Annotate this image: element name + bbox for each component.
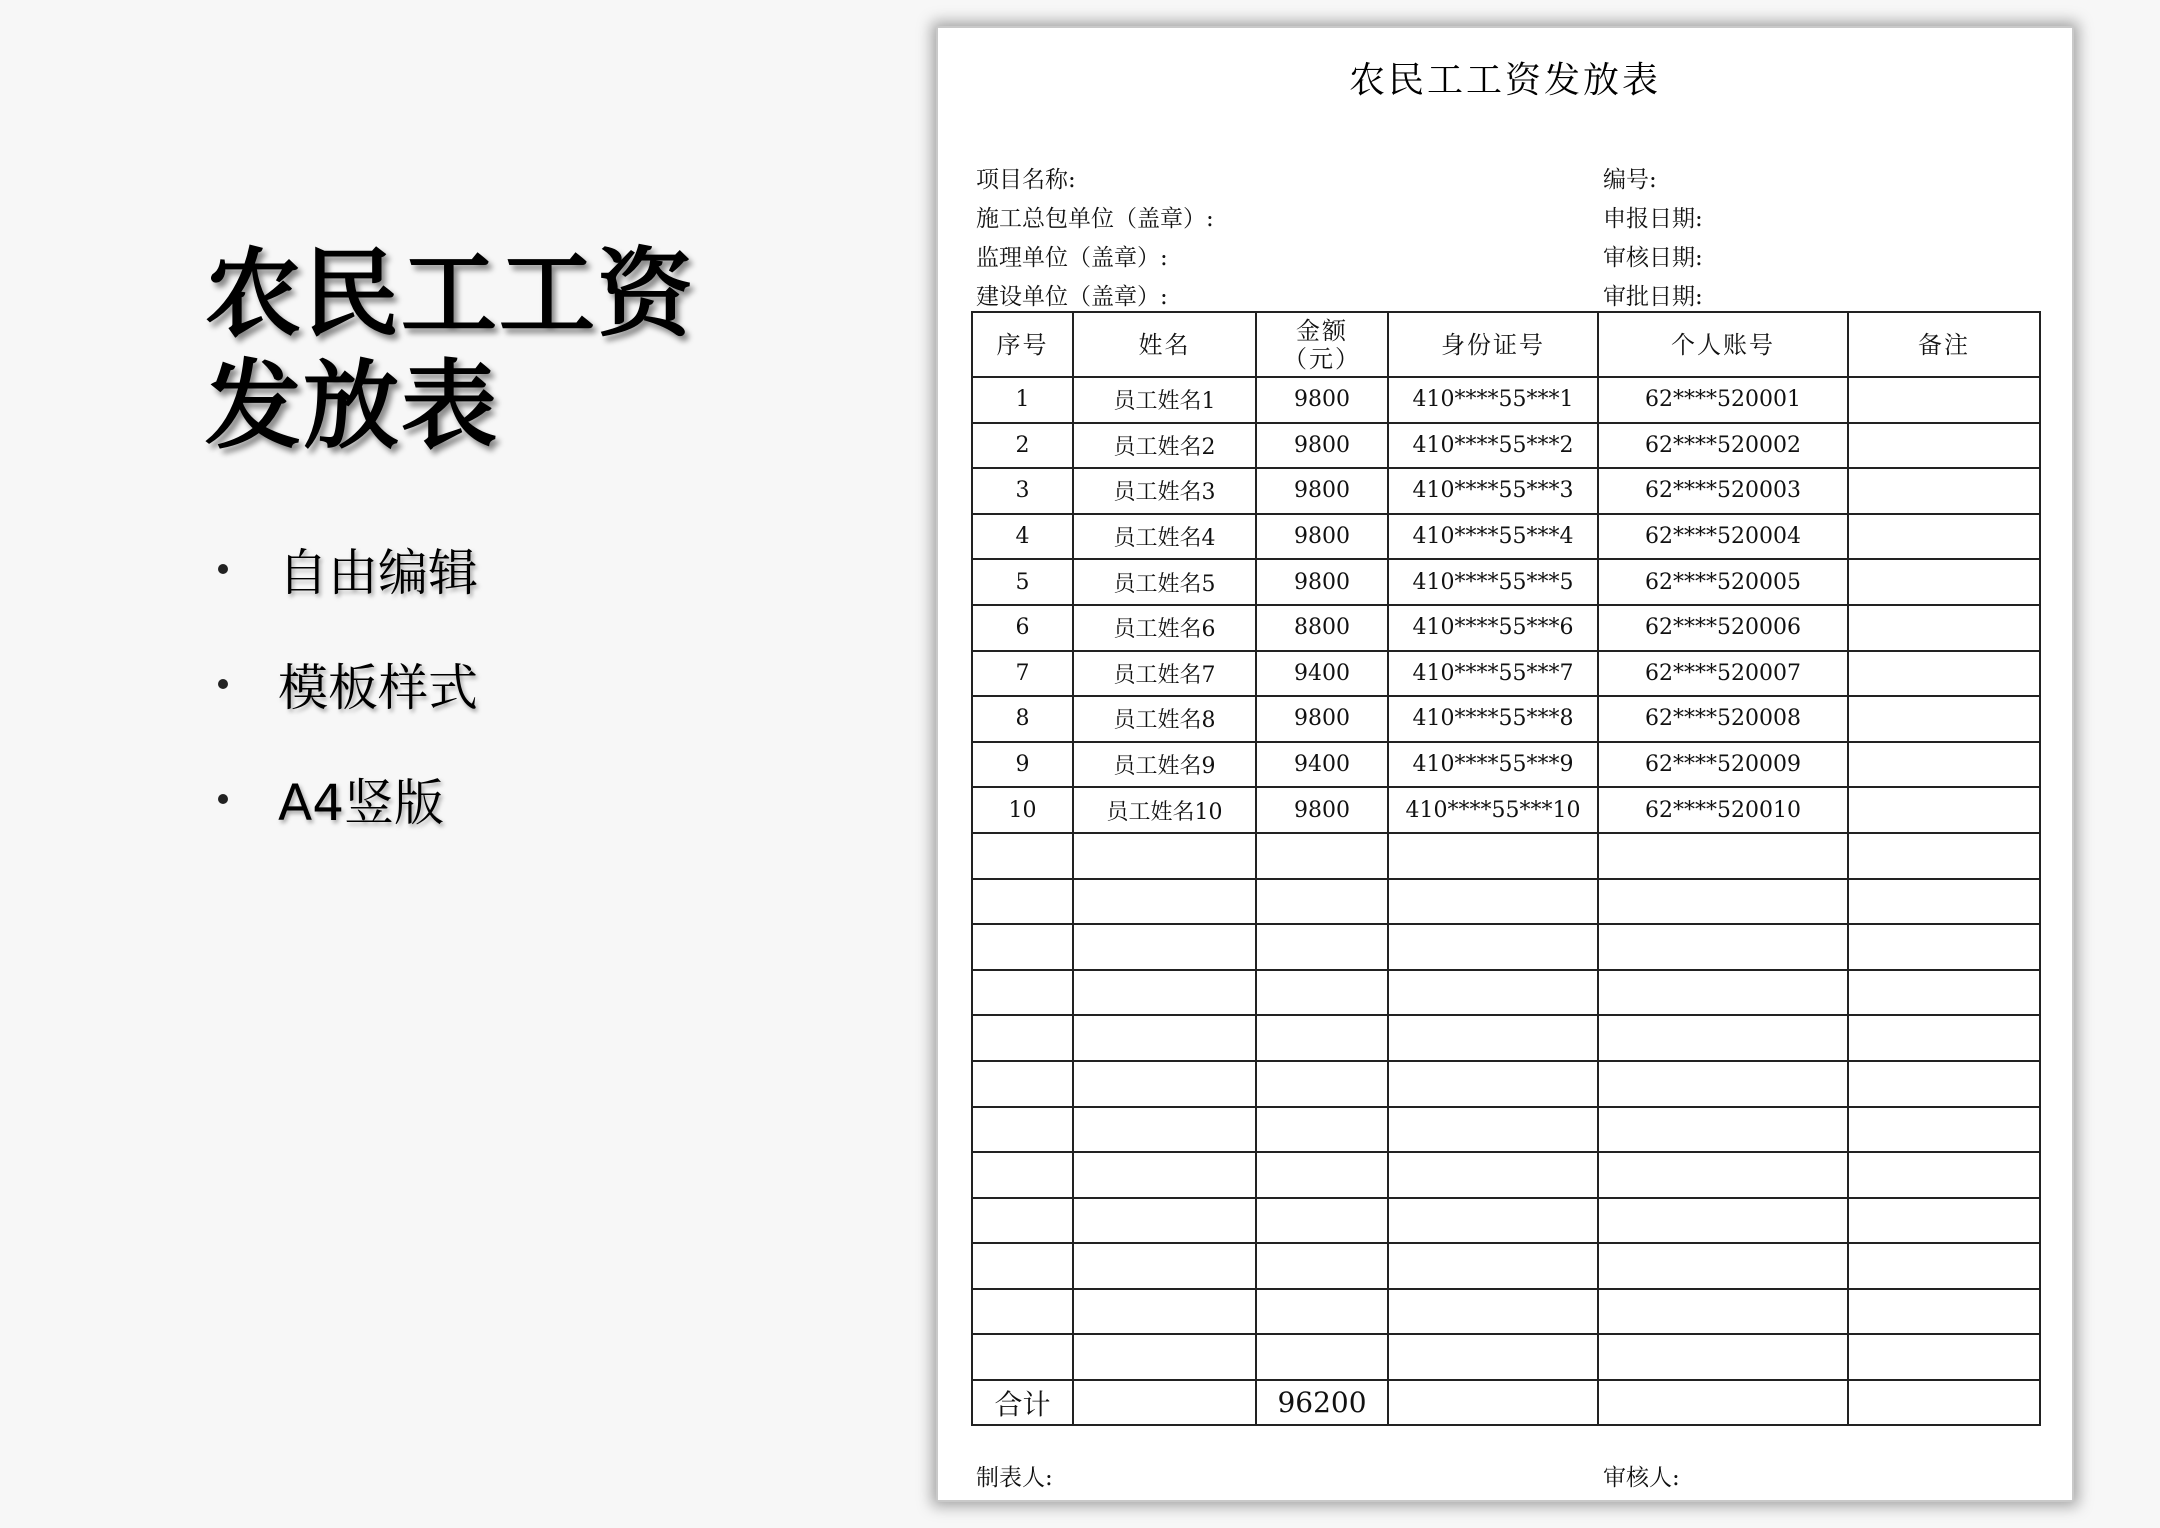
cell-name: 员工姓名9 — [1073, 742, 1256, 788]
cell-amount: 8800 — [1256, 605, 1388, 651]
feature-item — [218, 540, 478, 602]
empty-cell — [1388, 879, 1598, 925]
empty-row — [972, 1334, 2040, 1380]
cell-seq: 3 — [972, 468, 1073, 514]
cell-name: 员工姓名4 — [1073, 514, 1256, 560]
cell-name: 员工姓名10 — [1073, 787, 1256, 833]
cell-seq: 4 — [972, 514, 1073, 560]
cell-seq: 10 — [972, 787, 1073, 833]
empty-cell — [1388, 1107, 1598, 1153]
footer-preparer: 制表人: — [976, 1465, 1053, 1491]
cell-id-card: 410****55***4 — [1388, 514, 1598, 560]
empty-cell — [1073, 1015, 1256, 1061]
empty-cell — [1388, 1061, 1598, 1107]
empty-cell — [1256, 833, 1388, 879]
empty-row — [972, 1289, 2040, 1335]
empty-cell — [1848, 1198, 2040, 1244]
empty-row — [972, 879, 2040, 925]
empty-row — [972, 1015, 2040, 1061]
cell-id-card: 410****55***5 — [1388, 559, 1598, 605]
empty-cell — [1848, 1061, 2040, 1107]
cell-name: 员工姓名3 — [1073, 468, 1256, 514]
cell-account: 62****520005 — [1598, 559, 1848, 605]
header-remark: 备注 — [1848, 312, 2040, 377]
cell-name: 员工姓名7 — [1073, 651, 1256, 697]
meta-project-name: 项目名称: — [976, 167, 1076, 193]
empty-cell — [1598, 924, 1848, 970]
table-row — [972, 559, 2040, 605]
total-label: 合计 — [972, 1380, 1073, 1425]
empty-cell — [972, 1243, 1073, 1289]
empty-cell — [1256, 1015, 1388, 1061]
cell-amount: 9400 — [1256, 651, 1388, 697]
empty-cell — [972, 833, 1073, 879]
cell-id-card: 410****55***8 — [1388, 696, 1598, 742]
empty-cell — [972, 924, 1073, 970]
total-cell — [1848, 1380, 2040, 1425]
bullet-icon — [218, 679, 228, 689]
total-amount: 96200 — [1256, 1380, 1388, 1425]
empty-row — [972, 970, 2040, 1016]
cell-amount: 9800 — [1256, 559, 1388, 605]
cell-amount: 9800 — [1256, 423, 1388, 469]
empty-cell — [972, 1152, 1073, 1198]
empty-cell — [1848, 1243, 2040, 1289]
empty-cell — [972, 1289, 1073, 1335]
table-header-row — [972, 312, 2040, 377]
empty-cell — [972, 1107, 1073, 1153]
cell-account: 62****520004 — [1598, 514, 1848, 560]
empty-cell — [1073, 833, 1256, 879]
empty-cell — [1073, 1107, 1256, 1153]
meta-number: 编号: — [1603, 167, 1657, 193]
empty-cell — [1256, 970, 1388, 1016]
empty-row — [972, 1152, 2040, 1198]
empty-cell — [1256, 924, 1388, 970]
header-name: 姓名 — [1073, 312, 1256, 377]
footer-reviewer: 审核人: — [1603, 1465, 1680, 1491]
meta-general-contractor: 施工总包单位（盖章）: — [976, 206, 1214, 232]
document-title: 农民工工资发放表 — [1348, 60, 1661, 101]
cell-remark — [1848, 423, 2040, 469]
payroll-table — [971, 311, 2041, 1426]
table-row — [972, 742, 2040, 788]
empty-cell — [1598, 833, 1848, 879]
empty-cell — [1256, 1334, 1388, 1380]
empty-cell — [1848, 879, 2040, 925]
cell-id-card: 410****55***10 — [1388, 787, 1598, 833]
empty-row — [972, 924, 2040, 970]
feature-item — [218, 655, 478, 717]
empty-cell — [1848, 924, 2040, 970]
total-cell — [1073, 1380, 1256, 1425]
meta-review-date: 审核日期: — [1603, 245, 1703, 271]
empty-cell — [972, 879, 1073, 925]
empty-cell — [1073, 1243, 1256, 1289]
meta-supervisor: 监理单位（盖章）: — [976, 245, 1168, 271]
cell-amount: 9800 — [1256, 377, 1388, 423]
empty-cell — [1388, 1198, 1598, 1244]
cell-name: 员工姓名5 — [1073, 559, 1256, 605]
cell-amount: 9800 — [1256, 468, 1388, 514]
table-body — [972, 377, 2040, 1425]
cell-name: 员工姓名2 — [1073, 423, 1256, 469]
cell-seq: 1 — [972, 377, 1073, 423]
cell-amount: 9800 — [1256, 696, 1388, 742]
empty-cell — [1073, 1152, 1256, 1198]
document-page — [938, 28, 2072, 1500]
empty-cell — [972, 1334, 1073, 1380]
cell-seq: 9 — [972, 742, 1073, 788]
cell-account: 62****520008 — [1598, 696, 1848, 742]
cell-amount: 9800 — [1256, 514, 1388, 560]
meta-approve-date: 审批日期: — [1603, 284, 1703, 310]
cell-account: 62****520002 — [1598, 423, 1848, 469]
meta-developer: 建设单位（盖章）: — [976, 284, 1168, 310]
cell-seq: 6 — [972, 605, 1073, 651]
table-row — [972, 423, 2040, 469]
empty-cell — [1848, 833, 2040, 879]
cell-seq: 5 — [972, 559, 1073, 605]
table-row — [972, 696, 2040, 742]
empty-cell — [1073, 970, 1256, 1016]
empty-cell — [1388, 1015, 1598, 1061]
empty-cell — [1073, 1289, 1256, 1335]
empty-cell — [1848, 1107, 2040, 1153]
empty-cell — [1598, 1152, 1848, 1198]
empty-cell — [1388, 1334, 1598, 1380]
empty-cell — [1073, 1334, 1256, 1380]
empty-cell — [1073, 1061, 1256, 1107]
cell-remark — [1848, 651, 2040, 697]
empty-cell — [1256, 1152, 1388, 1198]
empty-cell — [1388, 1152, 1598, 1198]
total-cell — [1388, 1380, 1598, 1425]
empty-cell — [1256, 1289, 1388, 1335]
empty-cell — [1388, 1289, 1598, 1335]
empty-cell — [1598, 1107, 1848, 1153]
slide-title — [205, 238, 765, 462]
cell-id-card: 410****55***2 — [1388, 423, 1598, 469]
feature-label: 自由编辑 — [278, 544, 478, 602]
feature-label: A4竖版 — [278, 774, 445, 832]
empty-cell — [1598, 1198, 1848, 1244]
cell-id-card: 410****55***3 — [1388, 468, 1598, 514]
cell-account: 62****520009 — [1598, 742, 1848, 788]
empty-cell — [1073, 1198, 1256, 1244]
header-amount — [1256, 312, 1388, 377]
cell-seq: 7 — [972, 651, 1073, 697]
total-row — [972, 1380, 2040, 1425]
empty-cell — [1256, 1107, 1388, 1153]
cell-id-card: 410****55***1 — [1388, 377, 1598, 423]
cell-remark — [1848, 742, 2040, 788]
empty-cell — [1388, 970, 1598, 1016]
feature-item — [218, 770, 478, 832]
empty-cell — [1848, 1152, 2040, 1198]
empty-row — [972, 833, 2040, 879]
cell-remark — [1848, 514, 2040, 560]
empty-row — [972, 1061, 2040, 1107]
meta-apply-date: 申报日期: — [1603, 206, 1703, 232]
empty-cell — [1598, 1334, 1848, 1380]
empty-row — [972, 1107, 2040, 1153]
empty-cell — [972, 1015, 1073, 1061]
empty-cell — [1848, 970, 2040, 1016]
cell-remark — [1848, 696, 2040, 742]
feature-list — [218, 540, 478, 885]
cell-id-card: 410****55***7 — [1388, 651, 1598, 697]
cell-id-card: 410****55***6 — [1388, 605, 1598, 651]
empty-cell — [1848, 1334, 2040, 1380]
table-row — [972, 468, 2040, 514]
slide-title-line1: 农民工工资 — [205, 238, 695, 350]
table-row — [972, 787, 2040, 833]
empty-cell — [1598, 1243, 1848, 1289]
empty-cell — [1073, 924, 1256, 970]
empty-cell — [1388, 1243, 1598, 1289]
empty-cell — [1598, 1015, 1848, 1061]
empty-row — [972, 1198, 2040, 1244]
cell-amount: 9400 — [1256, 742, 1388, 788]
cell-remark — [1848, 468, 2040, 514]
header-account: 个人账号 — [1598, 312, 1848, 377]
cell-name: 员工姓名1 — [1073, 377, 1256, 423]
empty-cell — [972, 1198, 1073, 1244]
cell-account: 62****520010 — [1598, 787, 1848, 833]
cell-amount: 9800 — [1256, 787, 1388, 833]
cell-remark — [1848, 559, 2040, 605]
cell-name: 员工姓名6 — [1073, 605, 1256, 651]
total-cell — [1598, 1380, 1848, 1425]
empty-cell — [972, 1061, 1073, 1107]
cell-remark — [1848, 605, 2040, 651]
table-row — [972, 605, 2040, 651]
cell-remark — [1848, 377, 2040, 423]
header-id-card: 身份证号 — [1388, 312, 1598, 377]
cell-name: 员工姓名8 — [1073, 696, 1256, 742]
feature-label: 模板样式 — [278, 659, 478, 717]
cell-account: 62****520006 — [1598, 605, 1848, 651]
empty-cell — [1598, 970, 1848, 1016]
empty-cell — [1388, 833, 1598, 879]
empty-cell — [1256, 1243, 1388, 1289]
cell-id-card: 410****55***9 — [1388, 742, 1598, 788]
cell-seq: 2 — [972, 423, 1073, 469]
empty-cell — [1073, 879, 1256, 925]
empty-cell — [1848, 1289, 2040, 1335]
table-row — [972, 377, 2040, 423]
header-amount-line2: （元） — [1283, 344, 1361, 373]
empty-cell — [1598, 1061, 1848, 1107]
empty-cell — [1598, 879, 1848, 925]
empty-cell — [1256, 1198, 1388, 1244]
header-seq: 序号 — [972, 312, 1073, 377]
empty-cell — [972, 970, 1073, 1016]
cell-account: 62****520003 — [1598, 468, 1848, 514]
empty-cell — [1598, 1289, 1848, 1335]
cell-remark — [1848, 787, 2040, 833]
empty-row — [972, 1243, 2040, 1289]
bullet-icon — [218, 794, 228, 804]
cell-account: 62****520007 — [1598, 651, 1848, 697]
table-row — [972, 651, 2040, 697]
cell-seq: 8 — [972, 696, 1073, 742]
empty-cell — [1256, 1061, 1388, 1107]
bullet-icon — [218, 564, 228, 574]
empty-cell — [1848, 1015, 2040, 1061]
empty-cell — [1256, 879, 1388, 925]
slide-title-line2: 发放表 — [205, 350, 499, 462]
header-amount-line1: 金额 — [1296, 316, 1348, 345]
empty-cell — [1388, 924, 1598, 970]
table-row — [972, 514, 2040, 560]
cell-account: 62****520001 — [1598, 377, 1848, 423]
